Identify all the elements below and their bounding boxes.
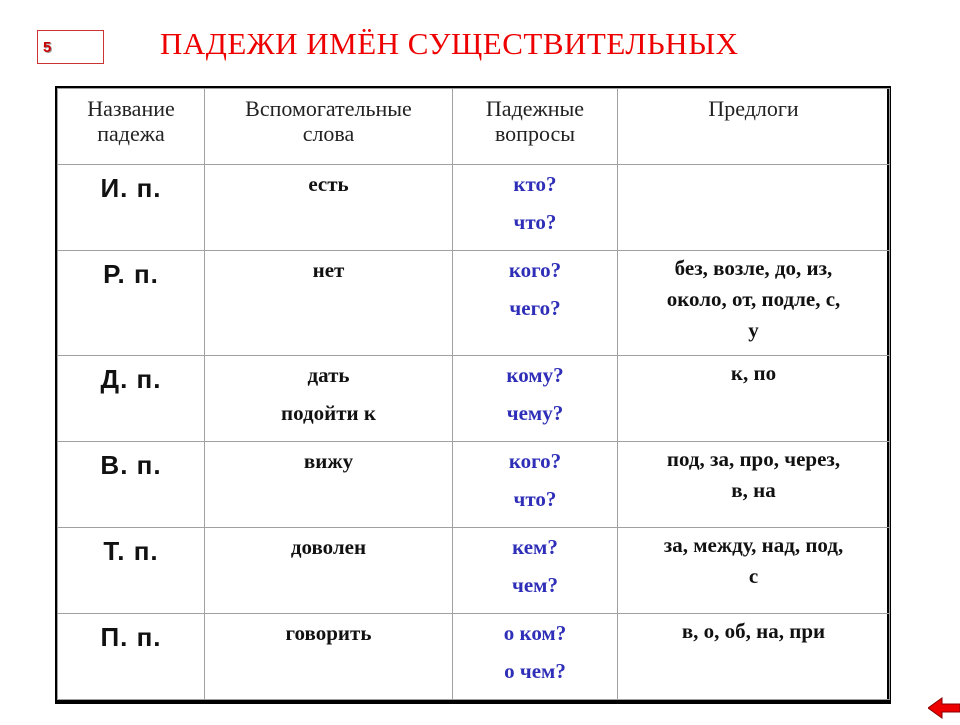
aux-words-cell [205,251,453,356]
header-prepositions [618,89,890,165]
table-row [58,528,890,614]
questions-cell [453,442,618,528]
case-abbreviation: П. п. [58,614,205,700]
header-questions [453,89,618,165]
case-question: что? [513,210,557,234]
header-case-name [58,89,205,165]
questions-cell [453,165,618,251]
aux-words-cell [205,356,453,442]
header-aux-words [205,89,453,165]
cases-table [55,86,891,704]
aux-word: говорить [285,621,372,645]
header-text: вопросы [494,121,576,146]
preposition-line: в, на [731,478,776,502]
header-text: Падежные [485,96,585,121]
preposition-line: около, от, подле, с, [666,287,841,311]
case-question: кого? [508,449,562,473]
prepositions-cell [618,442,890,528]
preposition-line: с [748,564,759,588]
prepositions-cell [618,251,890,356]
case-question: кому? [506,363,564,387]
case-abbreviation: И. п. [58,165,205,251]
case-abbreviation: В. п. [58,442,205,528]
table-row [58,614,890,700]
preposition-line: без, возле, до, из, [674,256,833,280]
case-question: о ком? [503,621,567,645]
header-text: падежа [97,121,165,146]
case-question: кем? [512,535,558,559]
slide-number-badge [37,30,104,64]
case-question: чем? [512,573,558,597]
case-question: чего? [509,296,561,320]
questions-cell [453,356,618,442]
preposition-line: за, между, над, под, [663,533,844,557]
case-abbreviation: Т. п. [58,528,205,614]
left-arrow-icon[interactable] [928,696,960,720]
aux-word: подойти к [281,401,376,425]
header-text: слова [302,121,355,146]
page-title: ПАДЕЖИ ИМЁН СУЩЕСТВИТЕЛЬНЫХ [160,26,739,61]
preposition-line: у [748,318,759,342]
prepositions-cell [618,614,890,700]
aux-words-cell [205,614,453,700]
table-row [58,356,890,442]
aux-words-cell [205,165,453,251]
prepositions-cell [618,165,890,251]
questions-cell [453,614,618,700]
case-question: что? [513,487,557,511]
case-abbreviation: Р. п. [58,251,205,356]
preposition-line: к, по [730,361,777,385]
case-question: кого? [508,258,562,282]
preposition-line: под, за, про, через, [666,447,841,471]
table-header-row [58,89,890,165]
questions-cell [453,528,618,614]
table-row [58,442,890,528]
table-row [58,251,890,356]
header-text: Вспомогательные [245,96,412,121]
questions-cell [453,251,618,356]
case-abbreviation: Д. п. [58,356,205,442]
preposition-line: в, о, об, на, при [681,619,826,643]
aux-word: есть [308,172,349,196]
aux-word: вижу [303,449,354,473]
aux-word: дать [307,363,350,387]
header-text: Предлоги [708,96,799,121]
aux-words-cell [205,442,453,528]
case-question: чему? [506,401,564,425]
table-row [58,165,890,251]
aux-words-cell [205,528,453,614]
case-question: кто? [513,172,557,196]
aux-word: нет [312,258,345,282]
header-text: Название [87,96,175,121]
case-question: о чем? [504,659,566,683]
slide-number: 5 [43,38,52,56]
prepositions-cell [618,528,890,614]
prepositions-cell [618,356,890,442]
left-arrow-shape [928,696,960,720]
aux-word: доволен [290,535,367,559]
